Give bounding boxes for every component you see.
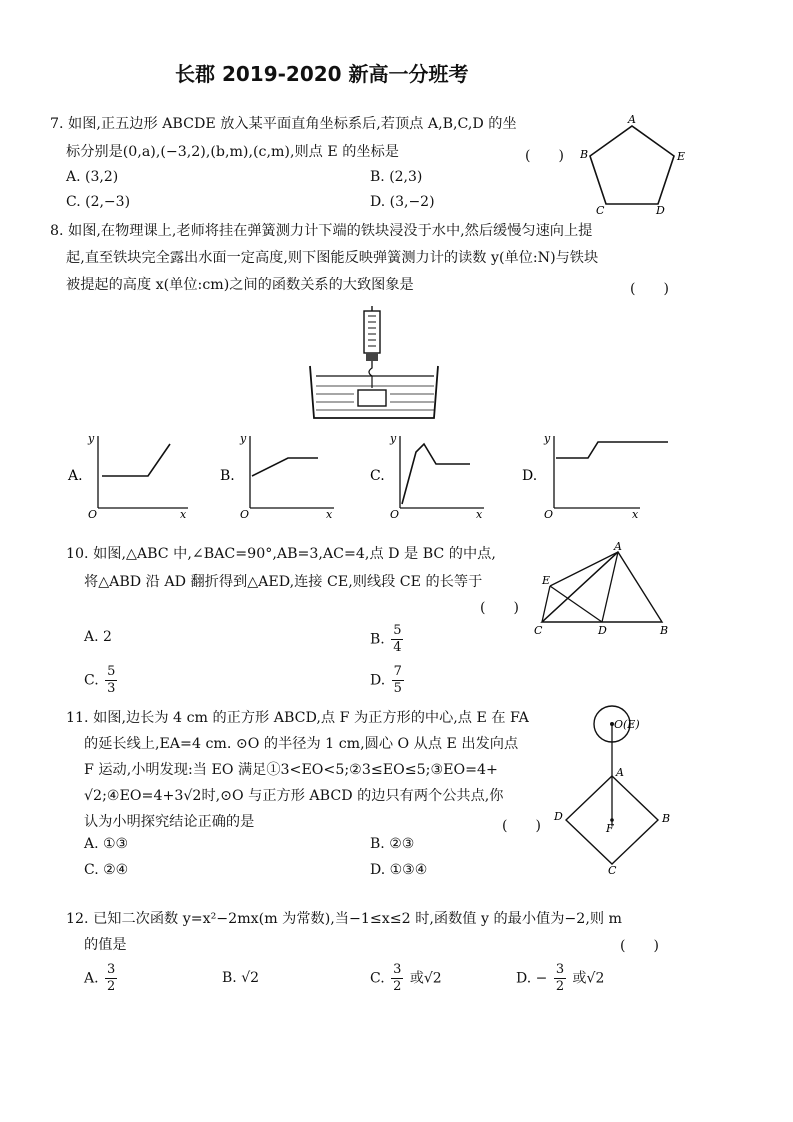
- q10-option-d-fraction: $\frac{7}{5}$: [393, 664, 402, 696]
- q12-option-d-tail: 或√2: [572, 970, 605, 987]
- pentagon-figure: [580, 112, 692, 217]
- fig11-label-a: A: [616, 766, 624, 779]
- q11-line-3: F 运动,小明发现:当 EO 满足①3<EO<5;②3≤EO≤5;③EO=4+: [84, 762, 498, 778]
- q11-option-c: C. ②④: [84, 862, 129, 878]
- graph-b-curve: [252, 458, 318, 476]
- spring-scale-hook-block: [366, 353, 378, 361]
- q7-option-c: C. (2,−3): [66, 194, 131, 210]
- q11-option-b: B. ②③: [370, 836, 415, 852]
- q10-option-a: A. 2: [84, 629, 112, 645]
- pentagon-label-d: D: [656, 204, 665, 217]
- graph-a-y-label: y: [88, 432, 95, 445]
- q7-option-d: D. (3,−2): [370, 194, 435, 210]
- q12-option-a: [84, 962, 119, 995]
- fig10-label-c: C: [534, 624, 543, 637]
- graph-b: [220, 432, 334, 520]
- fig10-label-e: E: [542, 574, 551, 587]
- graph-a-origin: O: [88, 508, 98, 520]
- q12-option-b: B. √2: [222, 970, 260, 986]
- q11-line-4: √2;④EO=4+3√2时,⊙O 与正方形 ABCD 的边只有两个公共点,你: [84, 788, 504, 804]
- q7-answer-blank: ( ): [525, 148, 564, 164]
- graph-a-label: A.: [68, 468, 83, 484]
- fig11-label-c: C: [608, 864, 617, 874]
- graph-c: [370, 432, 484, 520]
- q10-option-b: [370, 623, 405, 656]
- spring-scale-body: [364, 311, 380, 353]
- q12-option-c: [370, 962, 442, 995]
- q7-option-b: B. (2,3): [370, 169, 423, 185]
- q12-option-a-fraction: $\frac{3}{2}$: [107, 962, 116, 994]
- pentagon-label-e: E: [677, 150, 686, 163]
- q8-line-1: 8. 如图,在物理课上,老师将挂在弹簧测力计下端的铁块浸没于水中,然后缓慢匀速向上提: [50, 223, 593, 239]
- graph-d-y-label: y: [544, 432, 551, 445]
- pentagon-shape: [590, 126, 674, 204]
- q12-option-d-label: D. −: [516, 970, 548, 987]
- pentagon-label-b: B: [580, 148, 589, 161]
- graph-a: [67, 432, 188, 520]
- q12-option-c-tail: 或√2: [409, 970, 442, 987]
- graph-c-x-label: x: [476, 508, 483, 520]
- q10-answer-blank: ( ): [480, 600, 519, 616]
- graph-d-x-label: x: [632, 508, 639, 520]
- q11-option-d: D. ①③④: [370, 862, 428, 878]
- graph-d-origin: O: [544, 508, 554, 520]
- graph-c-origin: O: [390, 508, 400, 520]
- q11-line-1: 11. 如图,边长为 4 cm 的正方形 ABCD,点 F 为正方形的中心,点 E 在 FA: [66, 710, 529, 726]
- q10-option-d-label: D.: [370, 672, 386, 689]
- pentagon-label-c: C: [596, 204, 605, 217]
- q8-line-3: 被提起的高度 x(单位:cm)之间的函数关系的大致图象是: [66, 277, 414, 293]
- pentagon-label-a: A: [628, 113, 636, 126]
- q12-line-2: 的值是: [84, 937, 127, 953]
- graph-b-origin: O: [240, 508, 250, 520]
- q11-answer-blank: ( ): [502, 818, 541, 834]
- graph-d: [522, 432, 668, 520]
- graph-c-y-label: y: [390, 432, 397, 445]
- q12-option-c-label: C.: [370, 970, 385, 987]
- q8-answer-blank: ( ): [630, 281, 669, 297]
- graph-a-x-label: x: [180, 508, 187, 520]
- q12-option-c-fraction: $\frac{3}{2}$: [393, 962, 402, 994]
- fig11-label-d: D: [554, 810, 563, 823]
- q10-option-c-fraction: $\frac{5}{3}$: [107, 664, 116, 696]
- q7-option-a: A. (3,2): [66, 169, 119, 185]
- q10-option-b-label: B.: [370, 631, 385, 648]
- fig11-label-f: F: [606, 822, 614, 835]
- q8-graph-options: [60, 430, 790, 520]
- q10-option-c-label: C.: [84, 672, 99, 689]
- q10-option-c: [84, 664, 119, 697]
- q12-answer-blank: ( ): [620, 938, 659, 954]
- fig10-label-d: D: [598, 624, 607, 637]
- segment-ac: [542, 552, 618, 622]
- fig10-label-b: B: [660, 624, 669, 637]
- graph-a-curve: [102, 444, 170, 476]
- triangle-abc: [542, 552, 662, 622]
- graph-b-x-label: x: [326, 508, 333, 520]
- q11-line-5: 认为小明探究结论正确的是: [84, 814, 255, 830]
- page-title: 长郡 2019-2020 新高一分班考: [175, 62, 469, 86]
- fig11-label-o: O(E): [614, 718, 640, 731]
- q10-line-2: 将△ABD 沿 AD 翻折得到△AED,连接 CE,则线段 CE 的长等于: [84, 574, 483, 590]
- fig11-label-b: B: [662, 812, 671, 825]
- q7-line-1: 7. 如图,正五边形 ABCDE 放入某平面直角坐标系后,若顶点 A,B,C,D 的坐: [50, 116, 517, 132]
- segment-ae: [550, 552, 618, 586]
- iron-block: [358, 390, 386, 406]
- square-circle-figure: [550, 704, 680, 874]
- q11-line-2: 的延长线上,EA=4 cm. ⊙O 的半径为 1 cm,圆心 O 从点 E 出发向点: [84, 736, 519, 752]
- q10-option-d: [370, 664, 406, 697]
- q10-option-b-fraction: $\frac{5}{4}$: [393, 623, 402, 655]
- q12-option-d-fraction: $\frac{3}{2}$: [555, 962, 565, 994]
- segment-ad: [602, 552, 618, 622]
- graph-d-curve: [556, 442, 668, 458]
- graph-c-curve: [402, 444, 470, 504]
- fig10-label-a: A: [614, 540, 622, 553]
- spring-scale-figure: [300, 306, 450, 424]
- graph-d-label: D.: [522, 468, 538, 484]
- q11-option-a: A. ①③: [84, 836, 129, 852]
- graph-c-label: C.: [370, 468, 385, 484]
- triangle-fold-figure: [528, 540, 678, 640]
- q12-line-1: 12. 已知二次函数 y=x²−2mx(m 为常数),当−1≤x≤2 时,函数值 y 的最小值为−2,则 m: [66, 911, 622, 927]
- graph-b-y-label: y: [240, 432, 247, 445]
- q10-line-1: 10. 如图,△ABC 中,∠BAC=90°,AB=3,AC=4,点 D 是 BC 的中点,: [66, 546, 496, 562]
- q8-line-2: 起,直至铁块完全露出水面一定高度,则下图能反映弹簧测力计的读数 y(单位:N)与铁块: [66, 250, 599, 266]
- graph-b-label: B.: [220, 468, 235, 484]
- q12-option-d: [516, 962, 604, 995]
- q7-line-2: 标分别是(0,a),(−3,2),(b,m),(c,m),则点 E 的坐标是: [66, 144, 399, 160]
- q12-option-a-label: A.: [84, 970, 99, 987]
